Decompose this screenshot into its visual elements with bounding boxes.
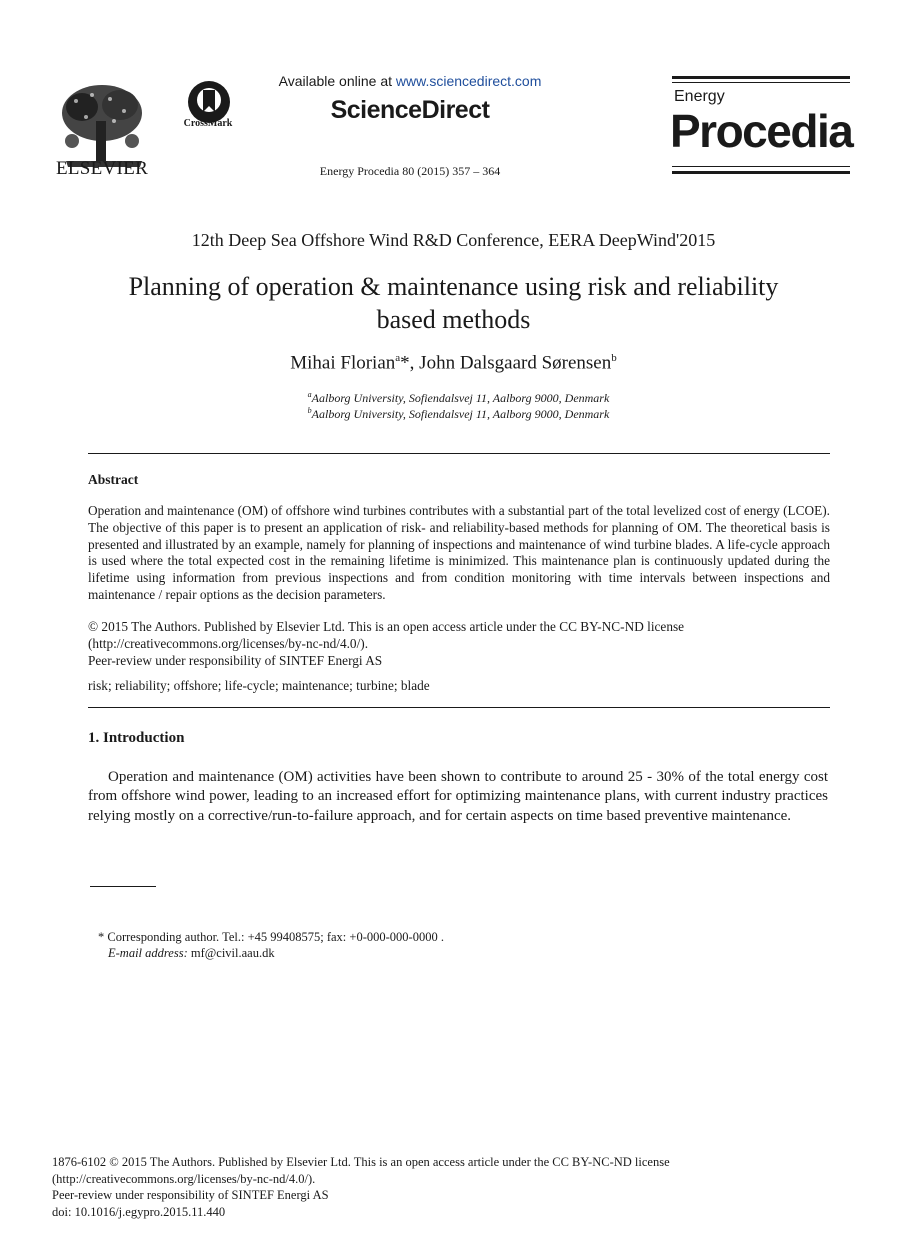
page-footer <box>52 1154 812 1220</box>
sciencedirect-logo: ScienceDirect <box>330 96 490 124</box>
license-link[interactable]: (http://creativecommons.org/licenses/by-nc-nd/4.0/). <box>88 635 369 651</box>
keywords: risk; reliability; offshore; life-cycle; maintenance; turbine; blade <box>88 678 430 693</box>
crossmark-label: CrossMark <box>183 118 233 129</box>
copyright-line-1: © 2015 The Authors. Published by Elsevier Ltd. This is an open access article under the CC BY-NC-ND license <box>88 619 685 634</box>
affiliation-a-text: Aalborg University, Sofiendalsvej 11, Aalborg 9000, Denmark <box>311 391 610 405</box>
author-1: Mihai Florian <box>290 352 396 374</box>
section-heading: 1. Introduction <box>88 730 185 746</box>
available-online <box>262 73 558 89</box>
divider <box>88 453 830 454</box>
doi[interactable]: doi: 10.1016/j.egypro.2015.11.440 <box>52 1204 226 1219</box>
footer-license-link[interactable]: (http://creativecommons.org/licenses/by-nc-nd/4.0/). <box>52 1171 316 1186</box>
journal-logo-rule <box>672 171 850 174</box>
abstract-text: Operation and maintenance (OM) of offshore wind turbines contributes with a substantial part of the total levelized cost of energy (LCOE). The objective of this paper is to present an application of risk- and reliability-based methods for planning of OM. The theoretical basis is presented and illustrated by an example, namely for planning of inspections and maintenance of wind turbine blades. A life-cycle approach is used where the total expected cost in the remaining lifetime is minimized. This maintenance plan is continuously updated during the lifetime using information from previous inspections and from condition monitoring with time intervals between inspections and maintenance / repair options as the decision parameters. <box>88 503 830 602</box>
corresponding-mark: *, <box>400 352 420 374</box>
corresponding-author-note: * Corresponding author. Tel.: +45 99408575; fax: +0-000-000-0000 . <box>98 930 444 944</box>
abstract-heading: Abstract <box>88 472 139 487</box>
footnote-rule <box>90 886 156 887</box>
affiliation-b <box>0 406 907 422</box>
author-2: John Dalsgaard Sørensen <box>419 352 612 374</box>
peer-review: Peer-review under responsibility of SINTEF Energi AS <box>88 652 383 668</box>
authors <box>0 352 907 374</box>
journal-logo-rule <box>672 82 850 83</box>
journal-logo-top: Energy <box>674 88 725 105</box>
available-prefix: Available online at <box>278 73 396 89</box>
journal-logo-main: Procedia <box>670 105 853 157</box>
publisher-name: ELSEVIER <box>55 158 149 179</box>
sciencedirect-link[interactable]: www.sciencedirect.com <box>395 73 542 89</box>
affiliation-b-mark: b <box>307 406 312 415</box>
copyright-notice <box>88 619 830 669</box>
journal-logo-rule <box>672 166 850 167</box>
conference-name: 12th Deep Sea Offshore Wind R&D Conference, EERA DeepWind'2015 <box>191 230 716 250</box>
intro-paragraph: Operation and maintenance (OM) activities have been shown to contribute to around 25 - 30% of the total energy cost from offshore wind power, leading to an increased effort for optimizing maintenance plans, with current industry practices relying mostly on a corrective/run-to-failure approach, and for certain aspects on time based preventive maintenance. <box>88 769 828 824</box>
title-line-1: Planning of operation & maintenance using risk and reliability <box>128 272 779 301</box>
affiliation-a <box>0 390 907 406</box>
divider <box>88 707 830 708</box>
journal-logo-rule <box>672 76 850 79</box>
email-label: E-mail address: <box>108 946 188 960</box>
affiliation-b-text: Aalborg University, Sofiendalsvej 11, Aalborg 9000, Denmark <box>311 407 610 421</box>
author-1-affil: a <box>395 352 401 364</box>
affiliation-a-mark: a <box>307 390 312 399</box>
title-line-2: based methods <box>376 305 531 334</box>
journal-reference: Energy Procedia 80 (2015) 357 – 364 <box>319 164 501 178</box>
footer-line-1: 1876-6102 © 2015 The Authors. Published by Elsevier Ltd. This is an open access article under the CC BY-NC-ND license <box>52 1155 670 1169</box>
email-address[interactable]: mf@civil.aau.dk <box>187 946 275 960</box>
paper-title <box>90 270 817 336</box>
email-note <box>108 946 275 961</box>
author-2-affil: b <box>611 352 617 364</box>
footer-peer-review: Peer-review under responsibility of SINTEF Energi AS <box>52 1188 329 1202</box>
